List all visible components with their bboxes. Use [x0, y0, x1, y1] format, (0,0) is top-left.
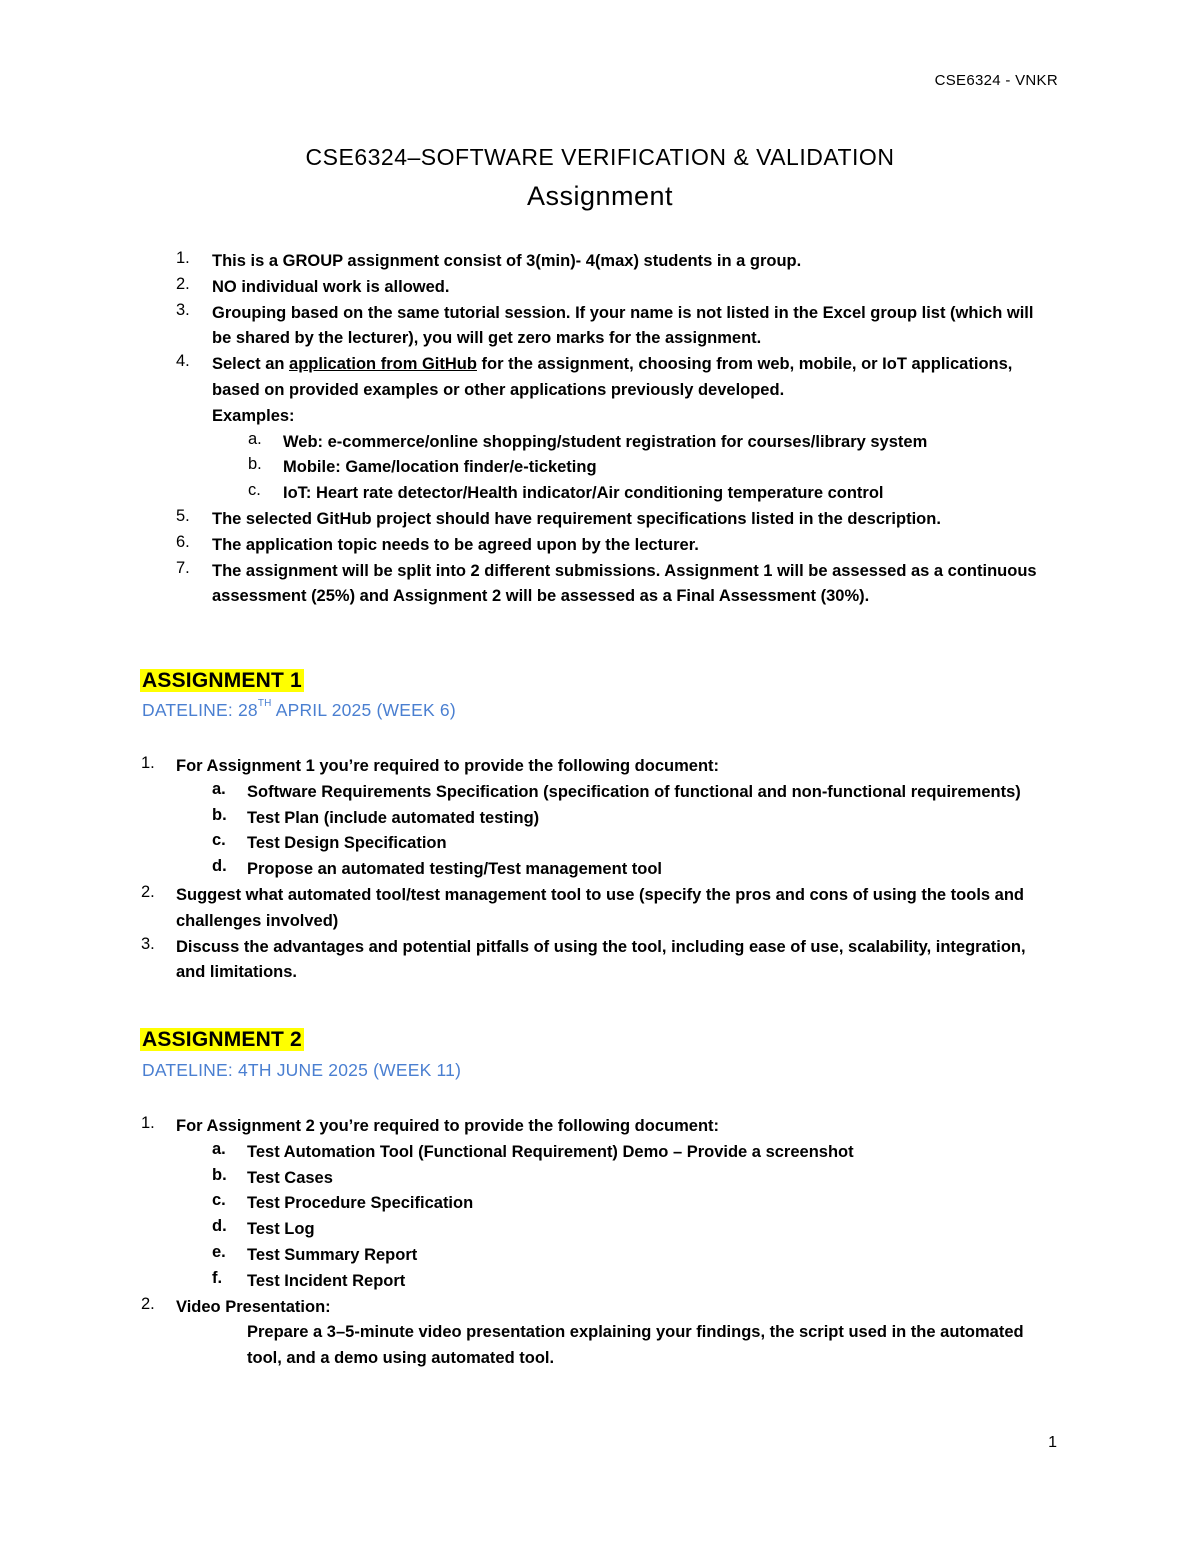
example-item-web: [212, 430, 1037, 456]
assignment2-subitem-b: [176, 1166, 1024, 1192]
assignment2-heading-text: ASSIGNMENT 2: [142, 1028, 302, 1051]
list-item-text: For Assignment 2 you’re required to provide the following document:: [176, 1117, 720, 1135]
assignment2-subitem-c: [176, 1191, 1024, 1217]
list-item-text: and limitations.: [176, 963, 298, 982]
subitem-letter: a.: [212, 1139, 226, 1158]
intro-item-text: This is a GROUP assignment consist of 3(min)- 4(max) students in a group.: [212, 252, 802, 270]
subitem-letter: e.: [212, 1242, 226, 1261]
intro-item-3: [176, 301, 1037, 353]
list-item-text: For Assignment 1 you’re required to provide the following document:: [176, 757, 720, 775]
intro-item-text: The assignment will be split into 2 different submissions. Assignment 1 will be assessed as a continuous: [212, 561, 1037, 580]
assignment1-list: [141, 754, 1026, 986]
list-item-text: Video Presentation:: [176, 1297, 331, 1316]
intro-item-number: 5.: [176, 506, 190, 525]
subitem-letter: b.: [212, 1165, 227, 1184]
intro-item-4: [176, 352, 1037, 507]
assignment1-item-3: 3. Discuss the advantages and potential pitfalls of using the tool, including ease of use, scalability, integration, and limitations.: [141, 935, 1026, 987]
subitem-letter: c.: [212, 831, 226, 850]
examples-label: Examples:: [212, 406, 295, 425]
list-item-text: Discuss the advantages and potential pitfalls of using the tool, including ease of use, scalability, integration,: [176, 937, 1026, 956]
assignment1-sublist: [176, 780, 1026, 883]
intro-item-6: [176, 533, 1037, 559]
document-title: CSE6324–SOFTWARE VERIFICATION & VALIDATION: [305, 144, 895, 170]
assignment2-subitem-e: [176, 1243, 1024, 1269]
subitem-text: Test Design Specification: [247, 834, 447, 853]
list-item-text: challenges involved): [176, 911, 339, 930]
intro-item-number: 6.: [176, 532, 190, 551]
subitem-text: Test Automation Tool (Functional Requirement) Demo – Provide a screenshot: [247, 1142, 854, 1161]
header-course-code: CSE6324 - VNKR: [934, 72, 1058, 89]
assignment1-deadline: [142, 700, 456, 721]
assignment2-subitem-d: [176, 1217, 1024, 1243]
intro-item-text: Grouping based on the same tutorial session. If your name is not listed in the Excel group list (which will: [212, 303, 1034, 322]
subitem-letter: c.: [212, 1191, 226, 1210]
intro-item-5: [176, 507, 1037, 533]
subitem-letter: d.: [212, 1217, 227, 1236]
intro-item-text: The selected GitHub project should have requirement specifications listed in the description.: [212, 509, 941, 528]
github-application-link[interactable]: application from GitHub: [289, 355, 477, 374]
assignment1-item-2: 2. Suggest what automated tool/test management tool to use (specify the pros and cons of using the tools and challenges involved): [141, 883, 1026, 935]
intro-item-1: [176, 249, 1037, 275]
intro-list: [176, 249, 1037, 610]
subitem-text: Test Summary Report: [247, 1245, 418, 1264]
subitem-text: Propose an automated testing/Test management tool: [247, 860, 663, 879]
example-item-iot: [212, 481, 1037, 507]
intro-item-number: 7.: [176, 558, 190, 577]
subitem-text: Test Procedure Specification: [247, 1194, 474, 1213]
video-description-text: Prepare a 3–5-minute video presentation explaining your findings, the script used in the automated: [247, 1323, 1024, 1342]
subitem-text: Software Requirements Specification (specification of functional and non-functional requirements): [247, 782, 1021, 801]
assignment2-list: [141, 1114, 1024, 1372]
deadline-text: DATELINE: 28: [142, 700, 258, 720]
subitem-letter: b.: [212, 805, 227, 824]
intro-item-number: 4.: [176, 352, 190, 371]
subitem-text: Test Log: [247, 1220, 315, 1239]
assignment1-subitem-a: [176, 780, 1026, 806]
intro-item-text: based on provided examples or other applications previously developed.: [212, 380, 785, 399]
assignment1-subitem-b: [176, 806, 1026, 832]
intro-item-number: 1.: [176, 249, 190, 267]
assignment2-subitem-f: [176, 1269, 1024, 1295]
assignment2-subitem-a: [176, 1140, 1024, 1166]
assignment2-heading: [140, 1028, 304, 1052]
example-item-mobile: [212, 455, 1037, 481]
assignment1-item-1: 1. For Assignment 1 you’re required to provide the following document: a. Software Requirements Specification (specification of functional and non-functional requirements) b. Test Plan (include automated testing) c. Test Design Specification d. Propose an automated testing/Test management tool: [141, 754, 1026, 883]
intro-item-text: for the assignment, choosing from web, mobile, or IoT applications,: [476, 355, 1013, 374]
deadline-text: APRIL 2025 (WEEK 6): [271, 700, 456, 720]
assignment1-heading: [140, 669, 304, 693]
assignment2-item-2: 2. Video Presentation: Prepare a 3–5-minute video presentation explaining your findings, the script used in the automated tool, and a demo using automated tool.: [141, 1295, 1024, 1372]
intro-item-2: [176, 275, 1037, 301]
assignment1-subitem-d: [176, 857, 1026, 883]
subitem-letter: f.: [212, 1268, 223, 1287]
intro-item-text: NO individual work is allowed.: [212, 277, 450, 296]
intro-item-text: Select an: [212, 355, 290, 374]
example-letter: c.: [248, 481, 261, 500]
deadline-superscript: TH: [257, 698, 272, 709]
assignment2-sublist: [176, 1140, 1024, 1295]
assignment1-subitem-c: [176, 831, 1026, 857]
intro-item-text: The application topic needs to be agreed upon by the lecturer.: [212, 535, 699, 554]
subitem-text: Test Plan (include automated testing): [247, 808, 540, 827]
intro-item-number: 2.: [176, 274, 190, 293]
example-text: Mobile: Game/location finder/e-ticketing: [283, 458, 597, 477]
examples-list: [212, 430, 1037, 507]
subitem-letter: a.: [212, 779, 226, 798]
video-description-text: tool, and a demo using automated tool.: [247, 1349, 555, 1368]
assignment2-deadline: DATELINE: 4TH JUNE 2025 (WEEK 11): [142, 1060, 462, 1080]
document-subtitle: Assignment: [526, 181, 674, 211]
subitem-text: Test Incident Report: [247, 1271, 406, 1290]
example-text: Web: e-commerce/online shopping/student registration for courses/library system: [283, 432, 928, 451]
assignment2-item-1: 1. For Assignment 2 you’re required to provide the following document: a. Test Automation Tool (Functional Requirement) Demo – Provide a screenshot b. Test Cases c. Test Procedure Specification d. Test Log e. Test Summary Report f. Test Incident Report: [141, 1114, 1024, 1295]
page-number: 1: [1048, 1434, 1057, 1451]
example-letter: b.: [248, 455, 262, 474]
example-letter: a.: [248, 429, 262, 448]
assignment1-heading-text: ASSIGNMENT 1: [142, 669, 302, 692]
intro-item-7: [176, 559, 1037, 611]
intro-item-text: assessment (25%) and Assignment 2 will be assessed as a Final Assessment (30%).: [212, 587, 870, 606]
intro-item-text: be shared by the lecturer), you will get zero marks for the assignment.: [212, 329, 762, 348]
subitem-text: Test Cases: [247, 1168, 333, 1187]
subitem-letter: d.: [212, 857, 227, 876]
example-text: IoT: Heart rate detector/Health indicator/Air conditioning temperature control: [283, 484, 884, 503]
intro-item-number: 3.: [176, 300, 190, 319]
list-item-text: Suggest what automated tool/test management tool to use (specify the pros and cons of using the tools and: [176, 885, 1024, 904]
